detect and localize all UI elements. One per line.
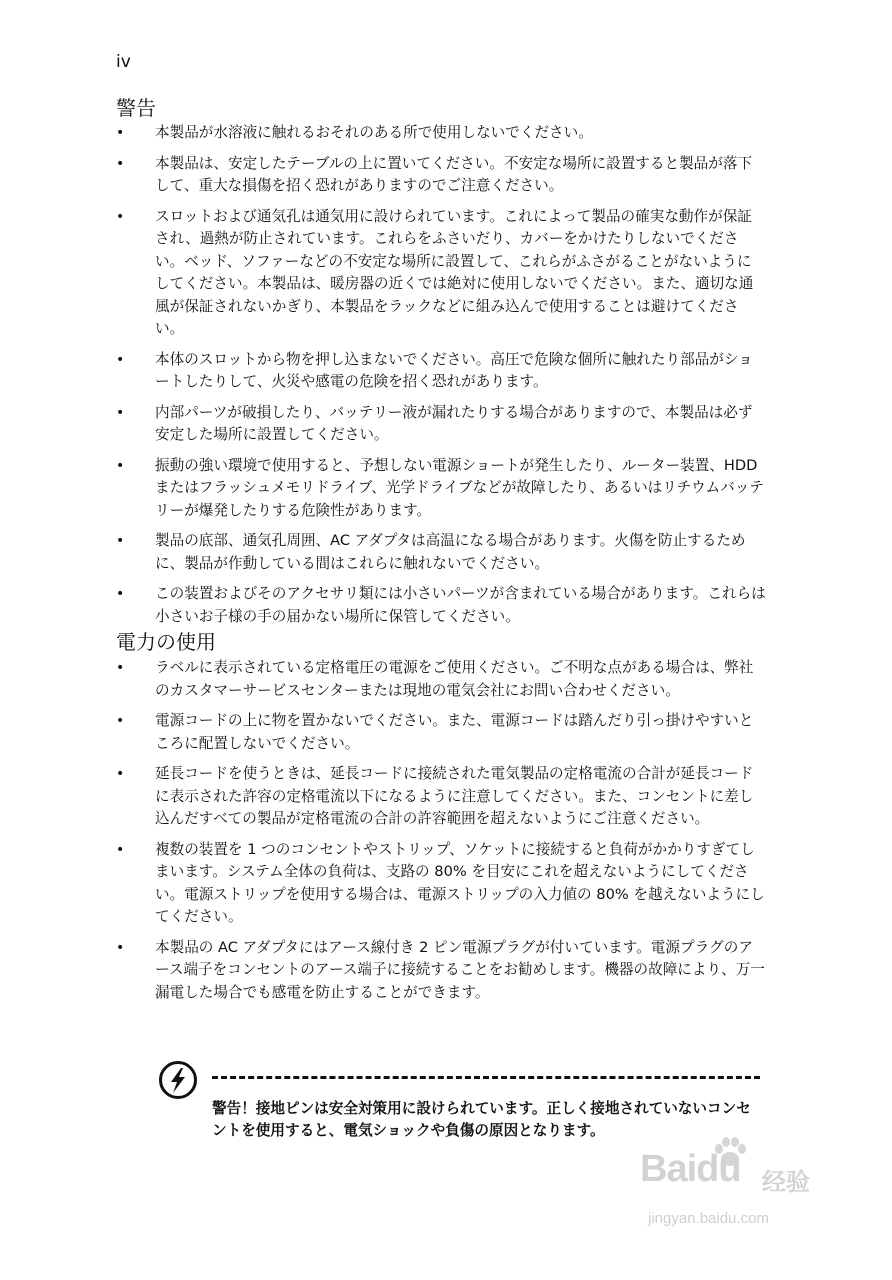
bullet: • — [116, 125, 125, 141]
list-item: • 延長コードを使うときは、延長コードに接続された電気製品の定格電流の合計が延長コードに表示された許容の定格電流以下になるように注意してください。また、コンセントに差し込んだすべての製品が定格電流の合計の許容範囲を超えないようにご注意ください。 — [116, 765, 754, 827]
list-item: • スロットおよび通気孔は通気用に設けられています。これによって製品の確実な動作が保証され、過熱が防止されています。これらをふさいだり、カバーをかけたりしないでください。ベッド、ソファーなどの不安定な場所に設置して、これらがふさがることがないようにしてください。本製品は、暖房器の近くでは絶対に使用しないでください。また、適切な通風が保証されないかぎり、本製品をラックなどに組み込んで使用することは避けてください。 — [116, 207, 754, 337]
list-item: • 本製品の AC アダプタにはアース線付き 2 ピン電源プラグが付いています。電源プラグのアース端子をコンセントのアース端子に接続することをお勧めします。機器の故障により、万一漏電した場合でも感電を防止することができます。 — [116, 938, 765, 1001]
list-item: • 製品の底部、通気孔周囲、AC アダプタは高温になる場合があります。火傷を防止するために、製品が作動している間はこれらに触れないでください。 — [116, 532, 746, 572]
bullet: • — [116, 660, 125, 676]
list-item: • 本製品が水溶液に触れるおそれのある所で使用しないでください。 — [116, 122, 766, 145]
list-item: • ラベルに表示されている定格電圧の電源をご使用ください。ご不明な点がある場合は、弊社のカスタマーサービスセンターまたは現地の電気会社にお問い合わせください。 — [116, 659, 754, 699]
watermark-logo: Baidu — [640, 1148, 741, 1190]
page-number: iv — [116, 52, 131, 72]
bullet: • — [116, 208, 125, 225]
bullet: • — [116, 155, 125, 172]
bullet: • — [116, 841, 125, 858]
power-list — [116, 657, 766, 1012]
bullet: • — [116, 586, 125, 602]
list-item: • 複数の装置を 1 つのコンセントやストリップ、ソケットに接続すると負荷がかかりすぎてしまいます。システム全体の負荷は、支路の 80% を目安にこれを超えないようにしてください。電源ストリップを使用する場合は、電源ストリップの入力値の 80% を越えないようにしてください。 — [116, 840, 765, 925]
section-title-warning: 警告 — [116, 96, 156, 120]
bullet: • — [116, 351, 125, 368]
list-item: • 本製品は、安定したテーブルの上に置いてください。不安定な場所に設置すると製品が落下して、重大な損傷を招く恐れがありますのでご注意ください。 — [116, 154, 753, 194]
list-item: • 電源コードの上に物を置かないでください。また、電源コードは踏んだり引っ掛けやすいところに配置しないでください。 — [116, 712, 754, 752]
list-item: • 内部パーツが破損したり、バッテリー液が漏れたりする場合がありますので、本製品は必ず安定した場所に設置してください。 — [116, 403, 753, 443]
dashed-divider — [212, 1076, 760, 1079]
section-title-power: 電力の使用 — [116, 630, 216, 654]
list-item: • この装置およびそのアクセサリ類には小さいパーツが含まれている場合があります。これらは小さいお子様の手の届かない場所に保管してください。 — [116, 585, 766, 625]
list-item: • 振動の強い環境で使用すると、予想しない電源ショートが発生したり、ルーター装置、HDD またはフラッシュメモリドライブ、光学ドライブなどが故障したり、あるいはリチウムバッテリーが爆発したりする危険性があります。 — [116, 456, 764, 519]
watermark-text: 经验 — [762, 1168, 810, 1196]
watermark — [640, 1140, 840, 1240]
bullet: • — [116, 533, 125, 549]
warning-list — [116, 122, 766, 636]
bullet: • — [116, 713, 125, 729]
bullet: • — [116, 404, 125, 421]
watermark-url: jingyan.baidu.com — [648, 1210, 769, 1227]
warning-text: 警告！接地ピンは安全対策用に設けられています。正しく接地されていないコンセントを使用すると、電気ショックや負傷の原因となります。 — [212, 1100, 751, 1139]
bullet: • — [116, 766, 125, 782]
bullet: • — [116, 939, 125, 956]
lightning-warning-icon — [158, 1060, 198, 1100]
list-item: • 本体のスロットから物を押し込まないでください。高圧で危険な個所に触れたり部品がショートしたりして、火災や感電の危険を招く恐れがあります。 — [116, 350, 753, 390]
bullet: • — [116, 457, 125, 474]
